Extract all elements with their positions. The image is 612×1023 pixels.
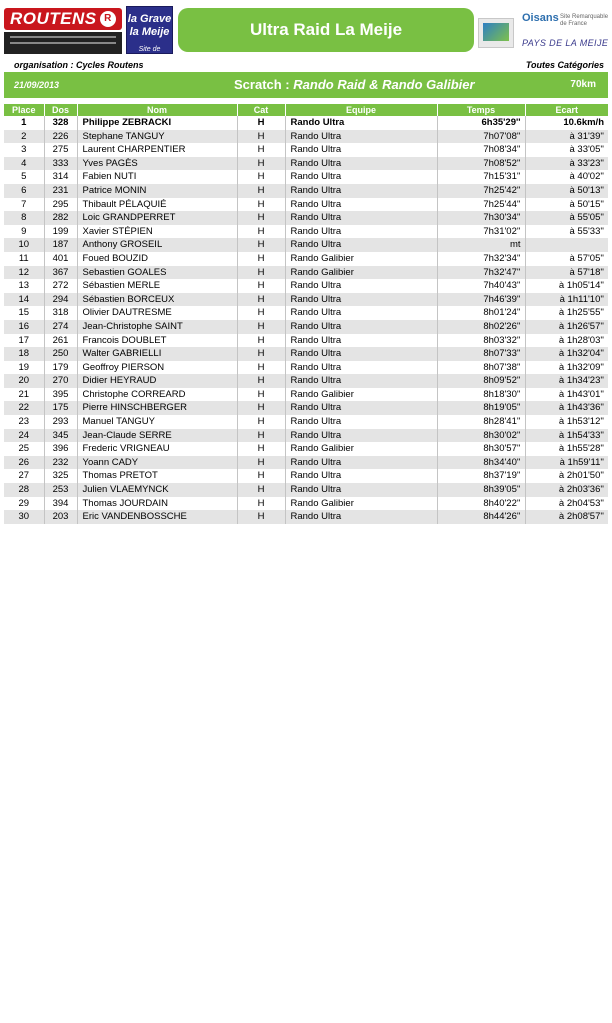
- cell-ecart: à 1h59'11'': [525, 456, 608, 470]
- cell-ecart: 10.6km/h: [525, 116, 608, 130]
- table-row: [4, 334, 608, 348]
- cell-place: 24: [4, 429, 44, 443]
- cell-ecart: à 55'33'': [525, 225, 608, 239]
- scratch-label: Scratch :: [234, 77, 290, 92]
- cell-ecart: à 1h53'12'': [525, 415, 608, 429]
- cell-ecart: à 1h54'33'': [525, 429, 608, 443]
- cell-temps: 7h08'34'': [437, 143, 525, 157]
- cell-cat: H: [237, 306, 285, 320]
- cell-nom: Manuel TANGUY: [77, 415, 237, 429]
- cell-ecart: à 1h34'23'': [525, 374, 608, 388]
- table-row: [4, 510, 608, 524]
- cell-ecart: à 1h32'09'': [525, 361, 608, 375]
- cell-equipe: Rando Ultra: [285, 184, 437, 198]
- cell-temps: 8h18'30'': [437, 388, 525, 402]
- cell-nom: Yves PAGÈS: [77, 157, 237, 171]
- routens-logo-wordmark: [4, 8, 122, 30]
- cell-nom: Francois DOUBLET: [77, 334, 237, 348]
- table-row: [4, 211, 608, 225]
- table-row: [4, 469, 608, 483]
- cell-cat: H: [237, 116, 285, 130]
- cell-cat: H: [237, 388, 285, 402]
- table-row: [4, 198, 608, 212]
- cell-equipe: Rando Ultra: [285, 238, 437, 252]
- cell-nom: Julien VLAEMYNCK: [77, 483, 237, 497]
- cell-place: 19: [4, 361, 44, 375]
- cell-dos: 253: [44, 483, 77, 497]
- column-header-temps: Temps: [437, 104, 525, 116]
- cell-dos: 282: [44, 211, 77, 225]
- cell-nom: Jean-Claude SERRE: [77, 429, 237, 443]
- cell-equipe: Rando Ultra: [285, 293, 437, 307]
- oisans-logo-title: Oisans: [522, 12, 559, 24]
- cell-equipe: Rando Ultra: [285, 361, 437, 375]
- cell-cat: H: [237, 184, 285, 198]
- cell-place: 2: [4, 130, 44, 144]
- cell-temps: 8h44'26'': [437, 510, 525, 524]
- cell-dos: 179: [44, 361, 77, 375]
- cell-cat: H: [237, 320, 285, 334]
- cell-nom: Xavier STÉPIEN: [77, 225, 237, 239]
- cell-cat: H: [237, 211, 285, 225]
- cell-temps: 7h31'02'': [437, 225, 525, 239]
- cell-nom: Anthony GROSEIL: [77, 238, 237, 252]
- cell-temps: 7h30'34'': [437, 211, 525, 225]
- table-row: [4, 442, 608, 456]
- cell-nom: Sébastien MERLE: [77, 279, 237, 293]
- cell-temps: 8h01'24'': [437, 306, 525, 320]
- cell-place: 14: [4, 293, 44, 307]
- cell-nom: Geoffroy PIERSON: [77, 361, 237, 375]
- cell-place: 26: [4, 456, 44, 470]
- cell-cat: H: [237, 374, 285, 388]
- cell-cat: H: [237, 469, 285, 483]
- cell-dos: 187: [44, 238, 77, 252]
- table-row: [4, 415, 608, 429]
- table-row: [4, 184, 608, 198]
- table-row: [4, 130, 608, 144]
- cell-dos: 175: [44, 401, 77, 415]
- cell-equipe: Rando Ultra: [285, 225, 437, 239]
- cell-ecart: à 1h55'28'': [525, 442, 608, 456]
- cell-place: 8: [4, 211, 44, 225]
- cell-nom: Frederic VRIGNEAU: [77, 442, 237, 456]
- cell-nom: Stephane TANGUY: [77, 130, 237, 144]
- cell-temps: 8h03'32'': [437, 334, 525, 348]
- cell-dos: 318: [44, 306, 77, 320]
- scratch-heading: [234, 72, 475, 98]
- cell-equipe: Rando Galibier: [285, 442, 437, 456]
- table-row: [4, 483, 608, 497]
- results-body: [4, 116, 608, 524]
- cell-temps: 6h35'29'': [437, 116, 525, 130]
- cell-temps: 8h39'05'': [437, 483, 525, 497]
- cell-place: 6: [4, 184, 44, 198]
- cell-temps: 7h15'31'': [437, 170, 525, 184]
- table-row: [4, 116, 608, 130]
- cell-equipe: Rando Ultra: [285, 279, 437, 293]
- cell-dos: 328: [44, 116, 77, 130]
- cell-place: 22: [4, 401, 44, 415]
- table-row: [4, 266, 608, 280]
- cell-nom: Laurent CHARPENTIER: [77, 143, 237, 157]
- cell-nom: Loic GRANDPERRET: [77, 211, 237, 225]
- cell-dos: 270: [44, 374, 77, 388]
- cell-equipe: Rando Ultra: [285, 429, 437, 443]
- table-row: [4, 306, 608, 320]
- cell-place: 10: [4, 238, 44, 252]
- cell-place: 27: [4, 469, 44, 483]
- cell-ecart: à 50'13'': [525, 184, 608, 198]
- cell-equipe: Rando Ultra: [285, 320, 437, 334]
- cell-temps: 8h07'38'': [437, 361, 525, 375]
- cell-place: 23: [4, 415, 44, 429]
- cell-dos: 295: [44, 198, 77, 212]
- cell-ecart: à 55'05'': [525, 211, 608, 225]
- cell-ecart: à 1h25'55'': [525, 306, 608, 320]
- cell-cat: H: [237, 442, 285, 456]
- cell-dos: 325: [44, 469, 77, 483]
- cell-cat: H: [237, 198, 285, 212]
- cell-nom: Foued BOUZID: [77, 252, 237, 266]
- cell-dos: 314: [44, 170, 77, 184]
- cell-equipe: Rando Ultra: [285, 483, 437, 497]
- la-grave-logo: [126, 6, 173, 66]
- cell-place: 16: [4, 320, 44, 334]
- cell-temps: 8h30'02'': [437, 429, 525, 443]
- oisans-logo: [478, 12, 610, 52]
- cell-equipe: Rando Ultra: [285, 401, 437, 415]
- cell-ecart: à 1h05'14'': [525, 279, 608, 293]
- cell-nom: Yoann CADY: [77, 456, 237, 470]
- cell-dos: 396: [44, 442, 77, 456]
- cell-equipe: Rando Ultra: [285, 456, 437, 470]
- cell-nom: Pierre HINSCHBERGER: [77, 401, 237, 415]
- results-header-row: [4, 104, 608, 116]
- organisation-text: organisation : Cycles Routens: [14, 60, 144, 70]
- cell-nom: Patrice MONIN: [77, 184, 237, 198]
- cell-temps: 7h40'43'': [437, 279, 525, 293]
- cell-place: 17: [4, 334, 44, 348]
- cell-cat: H: [237, 157, 285, 171]
- scratch-title: Rando Raid & Rando Galibier: [293, 77, 475, 92]
- column-header-place: Place: [4, 104, 44, 116]
- cell-ecart: à 33'05'': [525, 143, 608, 157]
- cell-temps: 8h02'26'': [437, 320, 525, 334]
- cell-cat: H: [237, 401, 285, 415]
- cell-cat: H: [237, 361, 285, 375]
- cell-dos: 294: [44, 293, 77, 307]
- cell-temps: 8h40'22'': [437, 497, 525, 511]
- cell-cat: H: [237, 252, 285, 266]
- cell-cat: H: [237, 347, 285, 361]
- table-row: [4, 361, 608, 375]
- cell-cat: H: [237, 143, 285, 157]
- table-row: [4, 238, 608, 252]
- cell-equipe: Rando Ultra: [285, 374, 437, 388]
- cell-dos: 345: [44, 429, 77, 443]
- cell-equipe: Rando Ultra: [285, 198, 437, 212]
- cell-equipe: Rando Ultra: [285, 211, 437, 225]
- cell-place: 4: [4, 157, 44, 171]
- cell-equipe: Rando Ultra: [285, 469, 437, 483]
- table-row: [4, 401, 608, 415]
- cell-temps: 7h25'42'': [437, 184, 525, 198]
- cell-equipe: Rando Ultra: [285, 334, 437, 348]
- cell-place: 30: [4, 510, 44, 524]
- cell-place: 13: [4, 279, 44, 293]
- cell-dos: 367: [44, 266, 77, 280]
- race-info-bar: [4, 72, 608, 98]
- cell-equipe: Rando Galibier: [285, 497, 437, 511]
- la-grave-logo-sub: Site de Montagne: [133, 46, 166, 66]
- cell-nom: Sébastien BORCEUX: [77, 293, 237, 307]
- cell-temps: mt: [437, 238, 525, 252]
- cell-temps: 7h08'52'': [437, 157, 525, 171]
- cell-cat: H: [237, 225, 285, 239]
- cell-dos: 232: [44, 456, 77, 470]
- cell-cat: H: [237, 266, 285, 280]
- cell-ecart: à 40'02'': [525, 170, 608, 184]
- cell-nom: Walter GABRIELLI: [77, 347, 237, 361]
- cell-dos: 231: [44, 184, 77, 198]
- cell-place: 29: [4, 497, 44, 511]
- cell-cat: H: [237, 483, 285, 497]
- cell-cat: H: [237, 415, 285, 429]
- cell-place: 21: [4, 388, 44, 402]
- cell-dos: 226: [44, 130, 77, 144]
- cell-cat: H: [237, 497, 285, 511]
- race-date: 21/09/2013: [14, 80, 60, 90]
- cell-ecart: à 2h01'50'': [525, 469, 608, 483]
- cell-dos: 203: [44, 510, 77, 524]
- category-text: Toutes Catégories: [525, 60, 604, 70]
- cell-temps: 8h34'40'': [437, 456, 525, 470]
- cell-temps: 7h07'08'': [437, 130, 525, 144]
- table-row: [4, 388, 608, 402]
- cell-ecart: à 31'39'': [525, 130, 608, 144]
- cell-equipe: Rando Ultra: [285, 116, 437, 130]
- page-title: Ultra Raid La Meije: [178, 8, 474, 52]
- cell-cat: H: [237, 279, 285, 293]
- cell-cat: H: [237, 429, 285, 443]
- organisation-line: [14, 59, 604, 71]
- cell-place: 1: [4, 116, 44, 130]
- routens-logo-icon: R: [100, 11, 116, 27]
- cell-nom: Sebastien GOALES: [77, 266, 237, 280]
- cell-temps: 7h32'47'': [437, 266, 525, 280]
- table-row: [4, 429, 608, 443]
- cell-dos: 395: [44, 388, 77, 402]
- cell-cat: H: [237, 456, 285, 470]
- cell-place: 5: [4, 170, 44, 184]
- cell-dos: 333: [44, 157, 77, 171]
- cell-dos: 199: [44, 225, 77, 239]
- cell-temps: 8h09'52'': [437, 374, 525, 388]
- table-row: [4, 320, 608, 334]
- cell-nom: Thomas PRETOT: [77, 469, 237, 483]
- column-header-ecart: Ecart: [525, 104, 608, 116]
- cell-ecart: à 1h28'03'': [525, 334, 608, 348]
- cell-dos: 274: [44, 320, 77, 334]
- cell-equipe: Rando Galibier: [285, 266, 437, 280]
- cell-ecart: à 1h32'04'': [525, 347, 608, 361]
- table-row: [4, 279, 608, 293]
- oisans-logo-icon: [478, 18, 514, 48]
- cell-ecart: à 2h04'53'': [525, 497, 608, 511]
- cell-cat: H: [237, 293, 285, 307]
- cell-nom: Christophe CORREARD: [77, 388, 237, 402]
- cell-equipe: Rando Ultra: [285, 306, 437, 320]
- cell-dos: 394: [44, 497, 77, 511]
- column-header-cat: Cat: [237, 104, 285, 116]
- cell-cat: H: [237, 238, 285, 252]
- cell-cat: H: [237, 334, 285, 348]
- column-header-dos: Dos: [44, 104, 77, 116]
- cell-nom: Philippe ZEBRACKI: [77, 116, 237, 130]
- cell-ecart: à 1h43'36'': [525, 401, 608, 415]
- cell-equipe: Rando Ultra: [285, 170, 437, 184]
- la-grave-logo-text: la Grave la Meije: [127, 13, 172, 38]
- cell-cat: H: [237, 130, 285, 144]
- table-row: [4, 347, 608, 361]
- cell-dos: 401: [44, 252, 77, 266]
- table-row: [4, 170, 608, 184]
- cell-nom: Didier HEYRAUD: [77, 374, 237, 388]
- cell-nom: Jean-Christophe SAINT: [77, 320, 237, 334]
- cell-place: 9: [4, 225, 44, 239]
- cell-cat: H: [237, 510, 285, 524]
- cell-place: 25: [4, 442, 44, 456]
- cell-temps: 8h30'57'': [437, 442, 525, 456]
- cell-ecart: à 57'18'': [525, 266, 608, 280]
- cell-ecart: à 33'23'': [525, 157, 608, 171]
- cell-equipe: Rando Ultra: [285, 510, 437, 524]
- table-row: [4, 374, 608, 388]
- cell-equipe: Rando Ultra: [285, 130, 437, 144]
- cell-nom: Eric VANDENBOSSCHE: [77, 510, 237, 524]
- cell-ecart: [525, 238, 608, 252]
- cell-place: 11: [4, 252, 44, 266]
- routens-logo-subbar: [4, 32, 122, 54]
- cell-nom: Fabien NUTI: [77, 170, 237, 184]
- table-row: [4, 225, 608, 239]
- oisans-logo-sub: Site Remarquable de France: [560, 14, 609, 27]
- cell-equipe: Rando Ultra: [285, 157, 437, 171]
- cell-equipe: Rando Ultra: [285, 143, 437, 157]
- cell-ecart: à 1h11'10'': [525, 293, 608, 307]
- cell-equipe: Rando Galibier: [285, 388, 437, 402]
- routens-logo-text: ROUTENS: [10, 9, 97, 28]
- cell-ecart: à 1h43'01'': [525, 388, 608, 402]
- column-header-nom: Nom: [77, 104, 237, 116]
- results-table: [4, 104, 608, 524]
- cell-place: 15: [4, 306, 44, 320]
- cell-place: 12: [4, 266, 44, 280]
- table-row: [4, 293, 608, 307]
- cell-nom: Olivier DAUTRESME: [77, 306, 237, 320]
- cell-temps: 7h46'39'': [437, 293, 525, 307]
- table-row: [4, 456, 608, 470]
- race-distance: 70km: [570, 79, 596, 90]
- cell-dos: 250: [44, 347, 77, 361]
- cell-place: 18: [4, 347, 44, 361]
- pays-de-la-meije-text: PAYS DE LA MEIJE: [522, 38, 609, 48]
- cell-place: 7: [4, 198, 44, 212]
- routens-logo: [4, 8, 122, 54]
- cell-temps: 7h32'34'': [437, 252, 525, 266]
- cell-ecart: à 50'15'': [525, 198, 608, 212]
- cell-equipe: Rando Ultra: [285, 347, 437, 361]
- table-row: [4, 497, 608, 511]
- table-row: [4, 157, 608, 171]
- cell-ecart: à 2h08'57'': [525, 510, 608, 524]
- cell-equipe: Rando Galibier: [285, 252, 437, 266]
- cell-dos: 272: [44, 279, 77, 293]
- column-header-equipe: Equipe: [285, 104, 437, 116]
- cell-dos: 261: [44, 334, 77, 348]
- cell-temps: 8h07'33'': [437, 347, 525, 361]
- cell-nom: Thibault PÉLAQUIÉ: [77, 198, 237, 212]
- cell-place: 20: [4, 374, 44, 388]
- table-row: [4, 143, 608, 157]
- cell-place: 28: [4, 483, 44, 497]
- cell-dos: 275: [44, 143, 77, 157]
- cell-cat: H: [237, 170, 285, 184]
- cell-temps: 8h19'05'': [437, 401, 525, 415]
- cell-dos: 293: [44, 415, 77, 429]
- cell-nom: Thomas JOURDAIN: [77, 497, 237, 511]
- table-row: [4, 252, 608, 266]
- cell-temps: 7h25'44'': [437, 198, 525, 212]
- cell-equipe: Rando Ultra: [285, 415, 437, 429]
- cell-place: 3: [4, 143, 44, 157]
- cell-ecart: à 2h03'36'': [525, 483, 608, 497]
- cell-temps: 8h28'41'': [437, 415, 525, 429]
- cell-ecart: à 57'05'': [525, 252, 608, 266]
- cell-temps: 8h37'19'': [437, 469, 525, 483]
- cell-ecart: à 1h26'57'': [525, 320, 608, 334]
